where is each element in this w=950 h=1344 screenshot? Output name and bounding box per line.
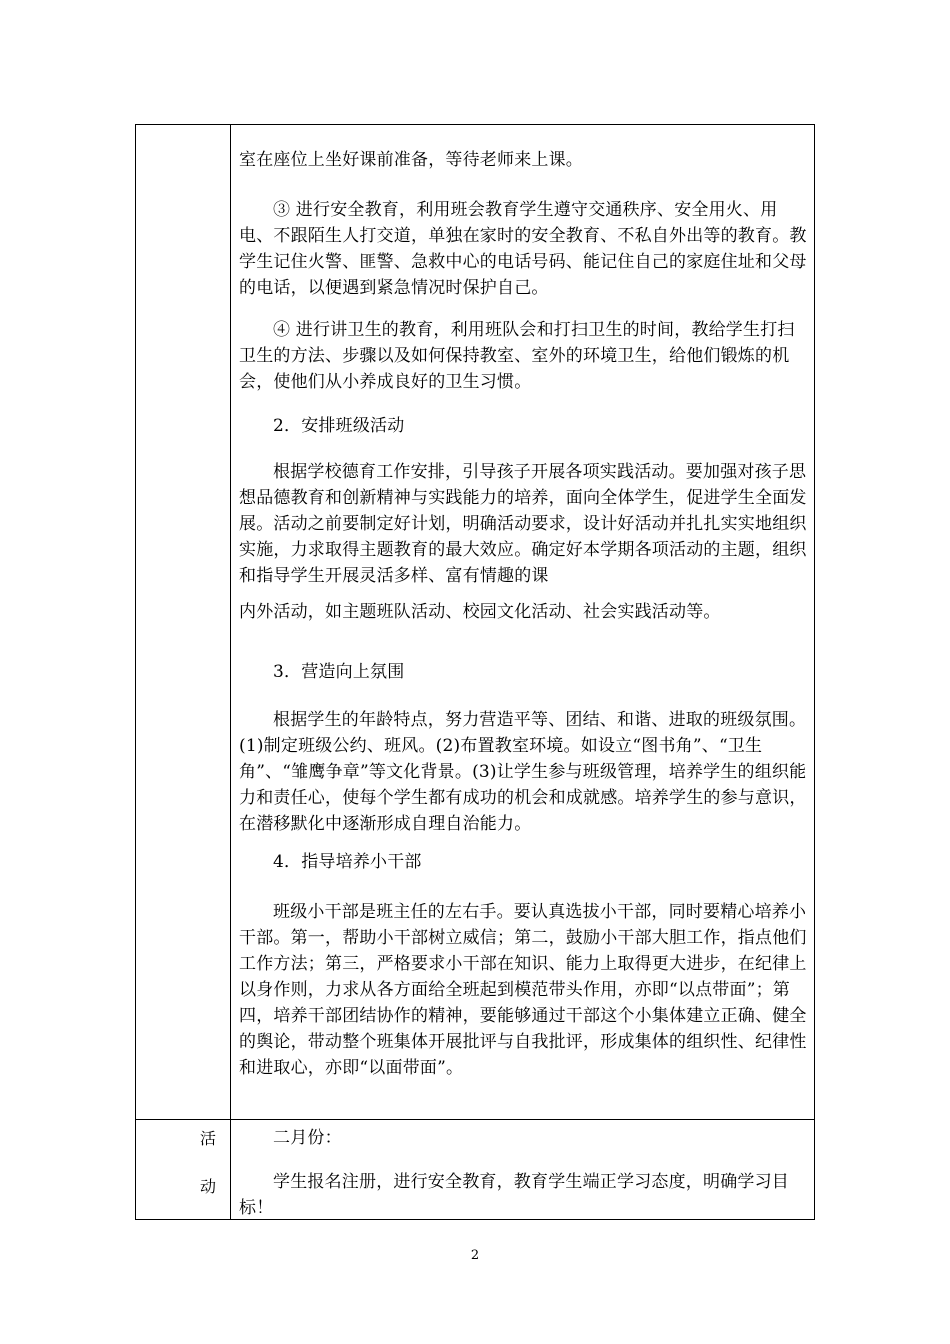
paragraph-atmosphere: 根据学生的年龄特点，努力营造平等、团结、和谐、进取的班级氛围。(1)制定班级公约、班风。(2)布置教室环境。如设立“图书角”、“卫生角”、“雏鹰争章”等文化背景。(3)让学生参与班级管理，培养学生的组织能力和责任心，使每个学生都有成功的机会和成就感。培养学生的参与意识，在潜移默化中逐渐形成自理自治能力。 (239, 710, 807, 834)
heading-atmosphere: 3．营造向上氛围 (273, 662, 405, 682)
heading-class-leaders: 4．指导培养小干部 (273, 852, 422, 872)
content-block-1 (239, 147, 809, 173)
activity-text-block (239, 1169, 809, 1221)
paragraph-hygiene: ④ 进行讲卫生的教育，利用班队会和打扫卫生的时间，教给学生打扫卫生的方法、步骤以及如何保持教室、室外的环境卫生，给他们锻炼的机会，使他们从小养成良好的卫生习惯。 (239, 320, 795, 392)
paragraph-class-leaders: 班级小干部是班主任的左右手。要认真选拔小干部，同时要精心培养小干部。第一，帮助小干部树立威信；第二，鼓励小干部大胆工作，指点他们工作方法；第三，严格要求小干部在知识、能力上取得更大进步，在纪律上以身作则，力求从各方面给全班起到模范带头作用，亦即“以点带面”；第四，培养干部团结协作的精神，要能够通过干部这个小集体建立正确、健全的舆论，带动整个班集体开展批评与自我批评，形成集体的组织性、纪律性和进取心，亦即“以面带面”。 (239, 902, 807, 1078)
content-block-2 (239, 197, 809, 301)
activity-label-char-1: 活 (200, 1129, 217, 1148)
document-table (135, 124, 815, 1220)
content-block-10 (239, 899, 809, 1081)
paragraph-activities-end: 内外活动，如主题班队活动、校园文化活动、社会实践活动等。 (239, 602, 721, 622)
activity-label-char-2: 动 (200, 1177, 217, 1196)
content-block-7 (239, 659, 809, 685)
paragraph-activities: 根据学校德育工作安排，引导孩子开展各项实践活动。要加强对孩子思想品德教育和创新精神与实践能力的培养，面向全体学生，促进学生全面发展。活动之前要制定好计划，明确活动要求，设计好活动并扎扎实实地组织实施，力求取得主题教育的最大效应。确定好本学期各项活动的主题，组织和指导学生开展灵活多样、富有情趣的课 (239, 462, 807, 586)
heading-activities: 2．安排班级活动 (273, 416, 405, 436)
paragraph-continuation: 室在座位上坐好课前准备，等待老师来上课。 (239, 150, 583, 170)
page-number: 2 (470, 1248, 480, 1263)
content-block-3 (239, 317, 809, 395)
content-block-8 (239, 707, 809, 837)
activity-month: 二月份： (273, 1128, 342, 1148)
content-block-9 (239, 849, 809, 875)
row-divider (136, 1119, 814, 1120)
column-divider (230, 125, 231, 1219)
activity-month-block (239, 1125, 809, 1151)
content-block-6 (239, 599, 809, 625)
content-block-4 (239, 413, 809, 439)
paragraph-safety: ③ 进行安全教育，利用班会教育学生遵守交通秩序、安全用火、用电、不跟陌生人打交道，单独在家时的安全教育、不私自外出等的教育。教学生记住火警、匪警、急救中心的电话号码、能记住自己的家庭住址和父母的电话，以便遇到紧急情况时保护自己。 (239, 200, 807, 298)
activity-text: 学生报名注册，进行安全教育，教育学生端正学习态度，明确学习目标！ (239, 1172, 789, 1218)
content-block-5 (239, 459, 809, 589)
